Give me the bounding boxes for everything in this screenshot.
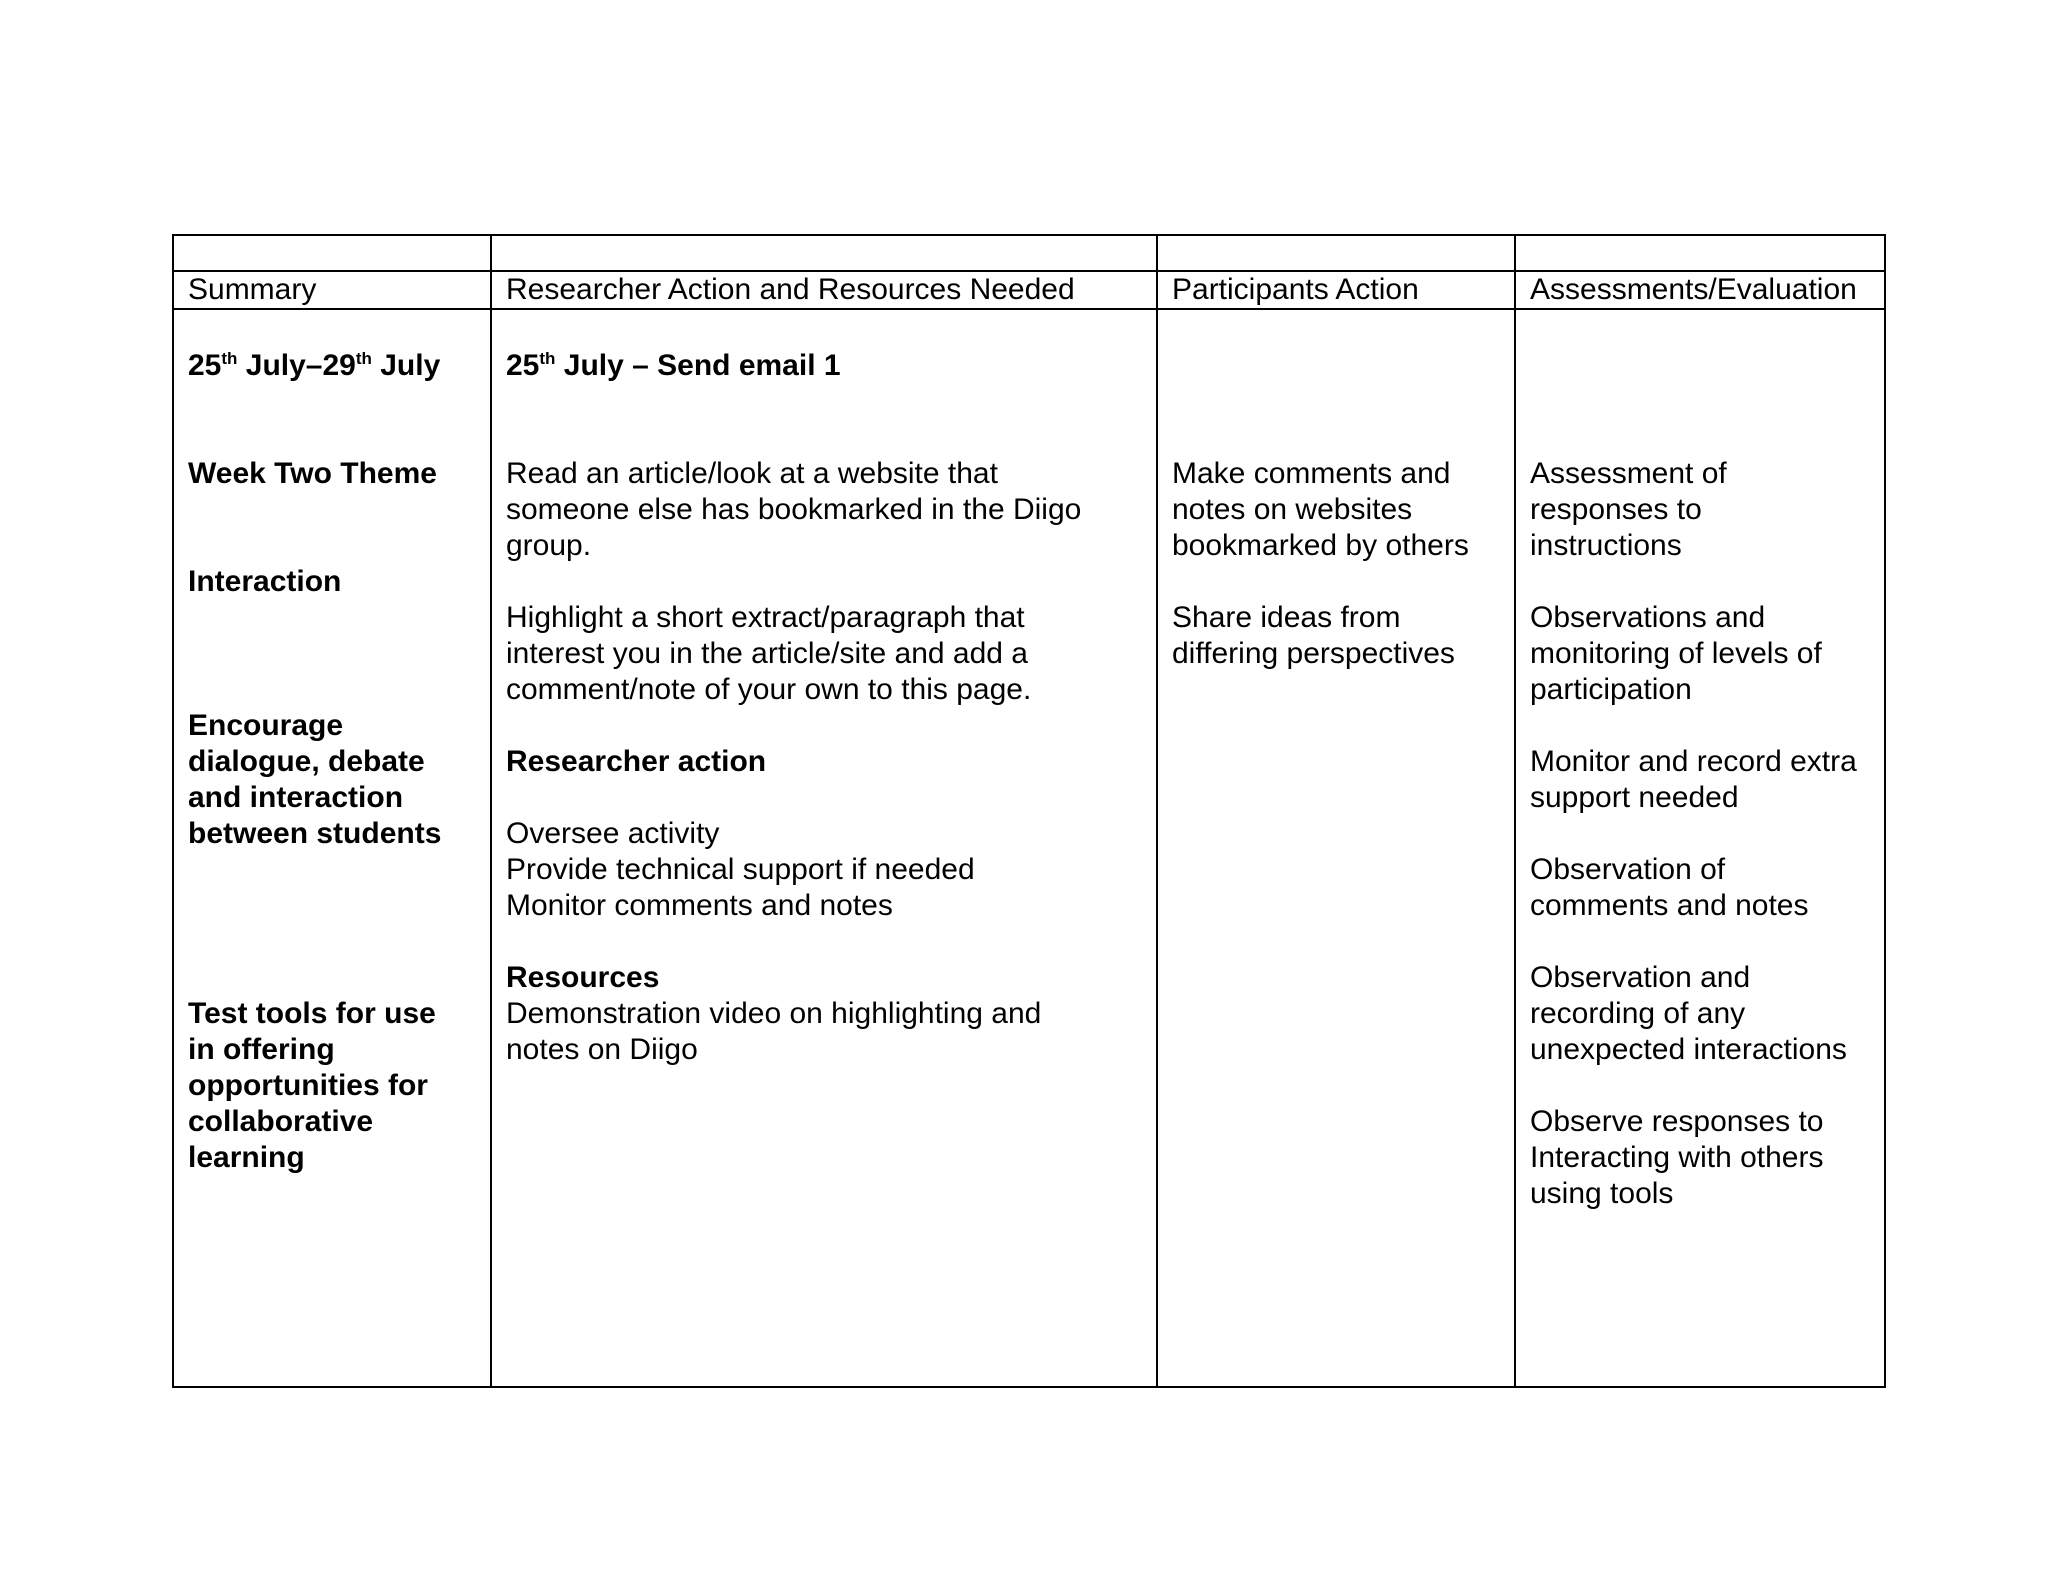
text-line: Interacting with others <box>1530 1141 1824 1174</box>
text-line: Read an article/look at a website that <box>506 457 998 490</box>
assessment-item-tools <box>1530 1104 1870 1212</box>
researcher-date <box>506 348 1142 384</box>
assessment-item-participation <box>1530 600 1870 708</box>
date-start-day: 25 <box>188 349 222 382</box>
text-line: Monitor and record extra <box>1530 745 1857 778</box>
header-assessment: Assessments/Evaluation <box>1515 271 1885 309</box>
text-line: Observation and <box>1530 961 1751 994</box>
text-line: between students <box>188 817 442 850</box>
text-line: collaborative <box>188 1105 374 1138</box>
assessment-item-responses <box>1530 456 1870 564</box>
text-line: Share ideas from <box>1172 601 1401 634</box>
text-line: learning <box>188 1141 305 1174</box>
text-line: Observations and <box>1530 601 1766 634</box>
researcher-task-highlight <box>506 600 1142 708</box>
text-line: Observation of <box>1530 853 1726 886</box>
text-line: Observe responses to <box>1530 1105 1824 1138</box>
text-line: dialogue, debate <box>188 745 425 778</box>
table-blank-row <box>173 235 1885 271</box>
text-line: notes on websites <box>1172 493 1413 526</box>
researcher-action-heading: Researcher action <box>506 745 767 778</box>
text-line: comment/note of your own to this page. <box>506 673 1032 706</box>
text-line: instructions <box>1530 529 1682 562</box>
text-line: Provide technical support if needed <box>506 853 975 886</box>
text-line: unexpected interactions <box>1530 1033 1847 1066</box>
participants-cell <box>1157 309 1515 1387</box>
text-line: notes on Diigo <box>506 1033 698 1066</box>
researcher-resources-list <box>506 996 1142 1068</box>
text-line: comments and notes <box>1530 889 1809 922</box>
participants-item-comments <box>1172 456 1500 564</box>
text-line: someone else has bookmarked in the Diigo <box>506 493 1082 526</box>
summary-theme: Week Two Theme <box>188 457 437 490</box>
assessment-item-comments <box>1530 852 1870 924</box>
assessment-item-unexpected <box>1530 960 1870 1068</box>
text-line: group. <box>506 529 592 562</box>
text-line: Demonstration video on highlighting and <box>506 997 1042 1030</box>
text-line: bookmarked by others <box>1172 529 1469 562</box>
text-line: using tools <box>1530 1177 1674 1210</box>
summary-aim-dialogue <box>188 708 476 852</box>
blank-cell <box>1515 235 1885 271</box>
date-end-day: 29 <box>322 349 356 382</box>
researcher-action-list <box>506 816 1142 924</box>
blank-cell <box>173 235 491 271</box>
researcher-resources-heading: Resources <box>506 961 660 994</box>
researcher-date-suffix: th <box>539 349 556 368</box>
text-line: support needed <box>1530 781 1739 814</box>
text-line: interest you in the article/site and add a <box>506 637 1028 670</box>
text-line: differing perspectives <box>1172 637 1455 670</box>
summary-topic: Interaction <box>188 565 342 598</box>
table-body-row <box>173 309 1885 1387</box>
blank-cell <box>491 235 1157 271</box>
summary-cell <box>173 309 491 1387</box>
text-line: Oversee activity <box>506 817 720 850</box>
blank-cell <box>1157 235 1515 271</box>
text-line: recording of any <box>1530 997 1746 1030</box>
table-header-row <box>173 271 1885 309</box>
researcher-date-day: 25 <box>506 349 540 382</box>
date-end-month: July <box>371 349 441 382</box>
header-participants: Participants Action <box>1157 271 1515 309</box>
text-line: opportunities for <box>188 1069 428 1102</box>
text-line: Monitor comments and notes <box>506 889 893 922</box>
lesson-plan-table <box>172 234 1886 1388</box>
date-start-month: July– <box>237 349 323 382</box>
date-start-suffix: th <box>221 349 238 368</box>
researcher-date-text: July – Send email 1 <box>555 349 841 382</box>
text-line: Assessment of <box>1530 457 1727 490</box>
date-end-suffix: th <box>355 349 372 368</box>
header-researcher: Researcher Action and Resources Needed <box>491 271 1157 309</box>
text-line: participation <box>1530 673 1692 706</box>
summary-date-range <box>188 348 476 384</box>
researcher-cell <box>491 309 1157 1387</box>
researcher-task-read <box>506 456 1142 564</box>
text-line: and interaction <box>188 781 404 814</box>
text-line: Highlight a short extract/paragraph that <box>506 601 1025 634</box>
text-line: Make comments and <box>1172 457 1451 490</box>
header-summary: Summary <box>173 271 491 309</box>
summary-aim-tools <box>188 996 476 1176</box>
participants-item-share <box>1172 600 1500 672</box>
text-line: monitoring of levels of <box>1530 637 1822 670</box>
text-line: responses to <box>1530 493 1702 526</box>
text-line: Test tools for use <box>188 997 436 1030</box>
text-line: in offering <box>188 1033 335 1066</box>
text-line: Encourage <box>188 709 344 742</box>
assessment-item-support <box>1530 744 1870 816</box>
assessment-cell <box>1515 309 1885 1387</box>
